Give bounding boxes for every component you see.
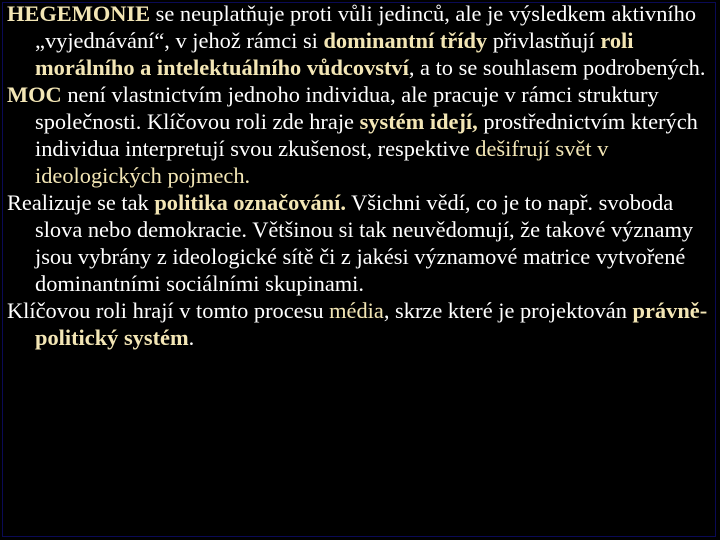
text-segment: , skrze které je projektován — [383, 298, 633, 323]
term-decoding-world: dešifrují svět v ideologických pojmech. — [35, 136, 609, 188]
text-segment: prostřednictvím kterých individua interpretují svou zkušenost, respektive — [35, 109, 698, 161]
paragraph-moc — [7, 81, 717, 189]
text-segment: Klíčovou roli hrají v tomto procesu — [7, 298, 330, 323]
slide-text-body — [7, 0, 717, 351]
text-segment: se neuplatňuje proti vůli jedinců, ale je výsledkem aktivního „vyjednávání“, v jehož rámci si — [35, 1, 697, 53]
paragraph-politika-oznacovani — [7, 189, 717, 297]
term-system-of-ideas: systém idejí, — [359, 109, 478, 134]
text-segment: přivlastňují — [487, 28, 601, 53]
paragraph-hegemonie — [7, 0, 717, 81]
term-hegemonie: HEGEMONIE — [7, 1, 151, 26]
term-moral-leadership: roli morálního a intelektuálního vůdcovství — [35, 28, 634, 80]
term-moc: MOC — [7, 82, 62, 107]
term-dominant-classes: dominantní třídy — [323, 28, 488, 53]
term-politics-of-signification: politika označování. — [154, 190, 346, 215]
term-legal-political-system: právně-politický systém — [35, 298, 708, 350]
text-segment: , a to se souhlasem podrobených. — [408, 55, 706, 80]
text-segment: Realizuje se tak — [7, 190, 155, 215]
text-segment: . — [188, 325, 195, 350]
text-segment: Všichni vědí, co je to např. svoboda slova nebo demokracie. Většinou si tak neuvědomují, že takové významy jsou vybrány z ideologické sítě či z jakési významové matrice vytvořené dominantními sociálními skupinami. — [35, 190, 694, 296]
paragraph-media — [7, 297, 717, 351]
term-media: média — [329, 298, 384, 323]
text-segment: není vlastnictvím jednoho individua, ale pracuje v rámci struktury společnosti. Klíčovou roli zde hraje — [35, 82, 659, 134]
